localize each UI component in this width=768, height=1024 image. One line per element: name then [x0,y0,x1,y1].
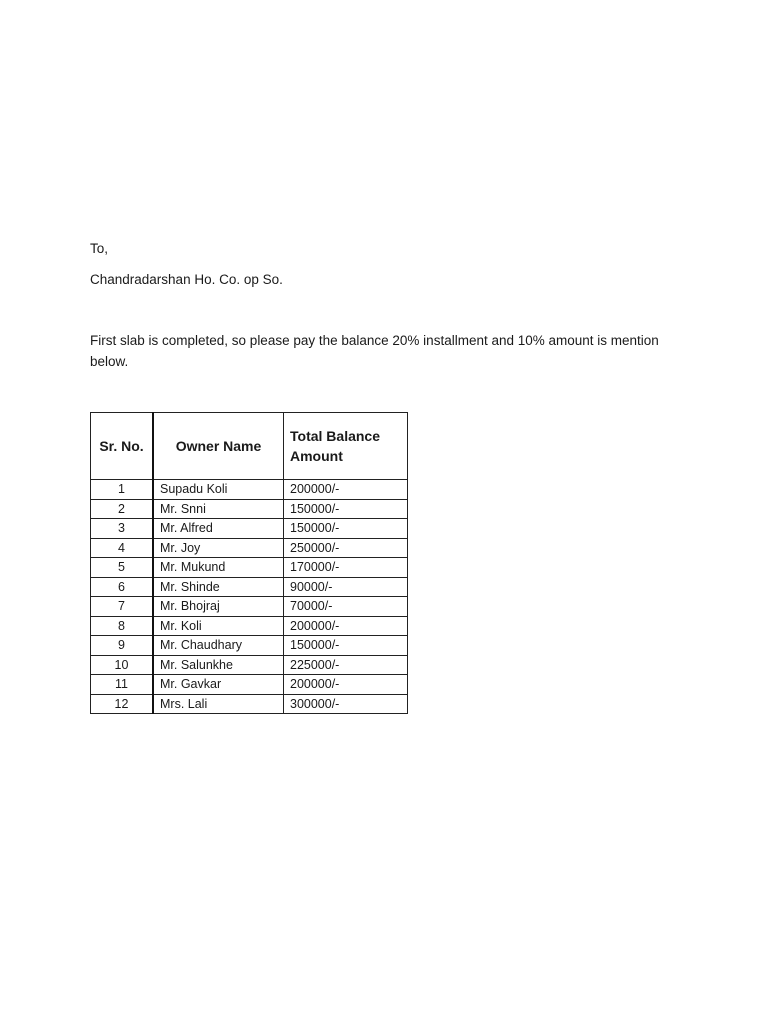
cell-balance-amount: 225000/- [284,655,408,675]
cell-owner-name: Mr. Shinde [153,577,284,597]
cell-sr-no: 4 [91,538,154,558]
cell-sr-no: 2 [91,499,154,519]
table-row [91,558,408,578]
cell-balance-amount: 170000/- [284,558,408,578]
cell-sr-no: 3 [91,519,154,539]
cell-sr-no: 6 [91,577,154,597]
cell-sr-no: 8 [91,616,154,636]
header-total-balance-amount: Total Balance Amount [284,413,408,480]
table-row [91,675,408,695]
table-row [91,480,408,500]
table-row [91,636,408,656]
balance-table [90,412,408,714]
cell-sr-no: 11 [91,675,154,695]
cell-sr-no: 1 [91,480,154,500]
cell-balance-amount: 250000/- [284,538,408,558]
cell-owner-name: Mr. Bhojraj [153,597,284,617]
cell-balance-amount: 150000/- [284,499,408,519]
cell-owner-name: Mr. Snni [153,499,284,519]
cell-owner-name: Mr. Salunkhe [153,655,284,675]
table-row [91,538,408,558]
cell-sr-no: 9 [91,636,154,656]
header-owner-name: Owner Name [153,413,284,480]
cell-balance-amount: 70000/- [284,597,408,617]
cell-balance-amount: 300000/- [284,694,408,714]
cell-sr-no: 12 [91,694,154,714]
table-row [91,616,408,636]
cell-balance-amount: 200000/- [284,616,408,636]
table-row [91,597,408,617]
table-row [91,655,408,675]
header-sr-no: Sr. No. [91,413,154,480]
cell-balance-amount: 200000/- [284,480,408,500]
table-row [91,519,408,539]
salutation: To, [90,241,109,256]
cell-owner-name: Mr. Joy [153,538,284,558]
cell-owner-name: Mr. Gavkar [153,675,284,695]
cell-owner-name: Mr. Chaudhary [153,636,284,656]
cell-sr-no: 10 [91,655,154,675]
cell-balance-amount: 150000/- [284,636,408,656]
cell-owner-name: Supadu Koli [153,480,284,500]
cell-sr-no: 5 [91,558,154,578]
cell-balance-amount: 90000/- [284,577,408,597]
cell-owner-name: Mr. Alfred [153,519,284,539]
table-row [91,577,408,597]
letter-body: First slab is completed, so please pay the balance 20% installment and 10% amount is mention below. [90,333,659,369]
cell-owner-name: Mr. Mukund [153,558,284,578]
cell-balance-amount: 150000/- [284,519,408,539]
table-row [91,499,408,519]
cell-owner-name: Mrs. Lali [153,694,284,714]
table-row [91,694,408,714]
cell-balance-amount: 200000/- [284,675,408,695]
table-header-row [91,413,408,480]
cell-sr-no: 7 [91,597,154,617]
cell-owner-name: Mr. Koli [153,616,284,636]
recipient-name: Chandradarshan Ho. Co. op So. [90,272,283,287]
